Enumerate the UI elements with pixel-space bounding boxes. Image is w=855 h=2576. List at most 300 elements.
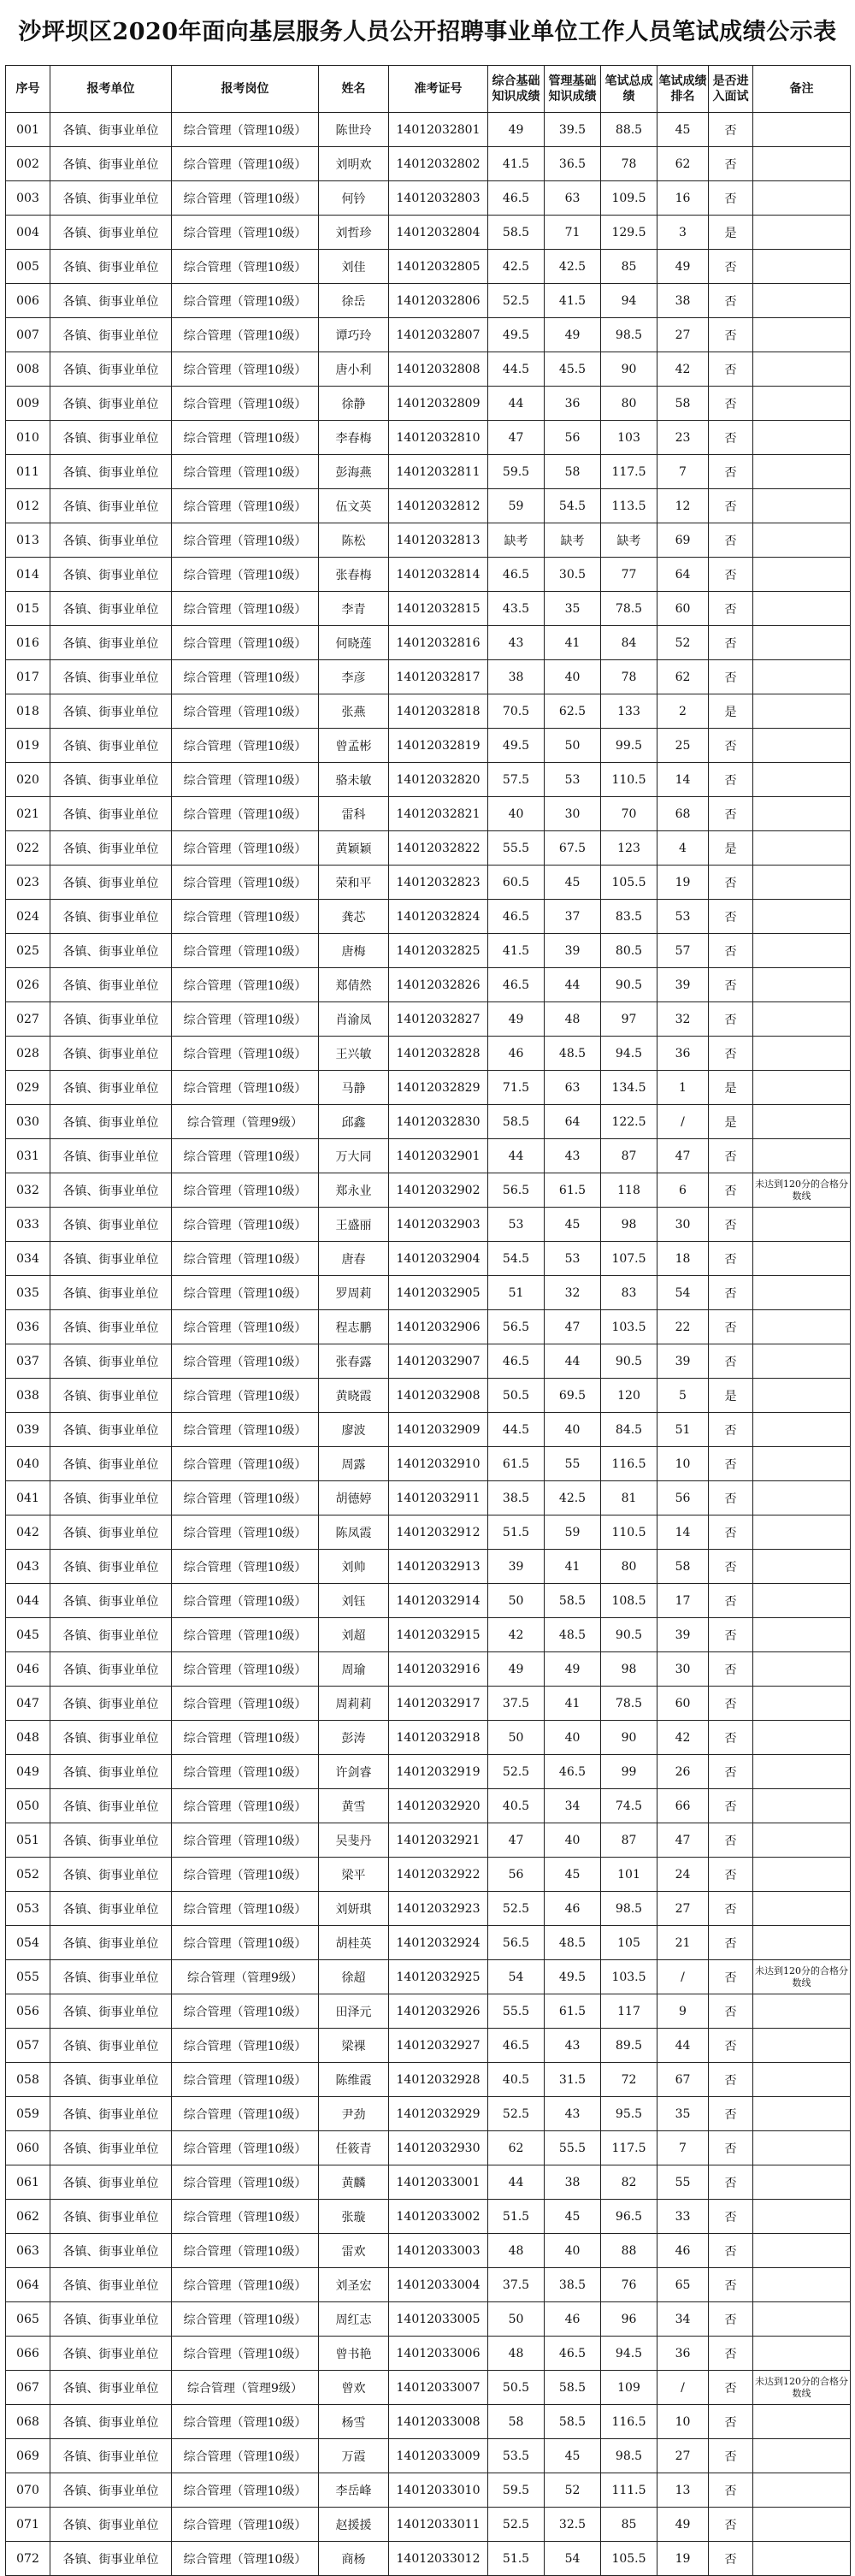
cell-interview: 否 xyxy=(709,1960,753,1994)
cell-position: 综合管理（管理10级） xyxy=(172,1002,319,1037)
cell-general-score: 50 xyxy=(488,1721,545,1755)
cell-rank: 57 xyxy=(657,934,709,968)
cell-ticket-number: 14012032804 xyxy=(389,216,488,250)
cell-total-score: 95.5 xyxy=(601,2097,657,2131)
cell-ticket-number: 14012032903 xyxy=(389,1208,488,1242)
table-body xyxy=(6,113,851,2576)
cell-ticket-number: 14012032909 xyxy=(389,1413,488,1447)
cell-rank: 42 xyxy=(657,352,709,387)
cell-unit: 各镇、街事业单位 xyxy=(50,2542,172,2576)
cell-interview: 否 xyxy=(709,1481,753,1515)
cell-ticket-number: 14012032918 xyxy=(389,1721,488,1755)
cell-ticket-number: 14012032917 xyxy=(389,1687,488,1721)
table-row xyxy=(6,1515,851,1550)
cell-interview: 否 xyxy=(709,387,753,421)
cell-management-score: 34 xyxy=(545,1789,601,1823)
cell-total-score: 74.5 xyxy=(601,1789,657,1823)
cell-ticket-number: 14012032829 xyxy=(389,1071,488,1105)
cell-rank: 21 xyxy=(657,1926,709,1960)
cell-ticket-number: 14012032901 xyxy=(389,1139,488,1173)
cell-remark xyxy=(753,1550,851,1584)
cell-ticket-number: 14012032827 xyxy=(389,1002,488,1037)
cell-ticket-number: 14012032823 xyxy=(389,866,488,900)
cell-unit: 各镇、街事业单位 xyxy=(50,250,172,284)
cell-ticket-number: 14012032924 xyxy=(389,1926,488,1960)
cell-rank: 46 xyxy=(657,2234,709,2268)
cell-rank: 26 xyxy=(657,1755,709,1789)
cell-index: 066 xyxy=(6,2337,50,2371)
cell-total-score: 76 xyxy=(601,2268,657,2302)
cell-general-score: 58.5 xyxy=(488,216,545,250)
cell-position: 综合管理（管理10级） xyxy=(172,1071,319,1105)
table-row xyxy=(6,1823,851,1858)
cell-general-score: 47 xyxy=(488,1823,545,1858)
cell-rank: 38 xyxy=(657,284,709,318)
cell-management-score: 53 xyxy=(545,1242,601,1276)
cell-management-score: 40 xyxy=(545,660,601,694)
cell-position: 综合管理（管理10级） xyxy=(172,1037,319,1071)
cell-name: 黄晓霞 xyxy=(319,1379,389,1413)
cell-ticket-number: 14012032810 xyxy=(389,421,488,455)
cell-ticket-number: 14012033005 xyxy=(389,2302,488,2337)
cell-remark xyxy=(753,2542,851,2576)
cell-unit: 各镇、街事业单位 xyxy=(50,1481,172,1515)
cell-total-score: 122.5 xyxy=(601,1105,657,1139)
cell-management-score: 48.5 xyxy=(545,1926,601,1960)
table-row xyxy=(6,1755,851,1789)
table-row xyxy=(6,2165,851,2200)
cell-management-score: 58.5 xyxy=(545,2405,601,2439)
cell-index: 052 xyxy=(6,1858,50,1892)
cell-general-score: 38 xyxy=(488,660,545,694)
cell-general-score: 58.5 xyxy=(488,1105,545,1139)
cell-total-score: 116.5 xyxy=(601,2405,657,2439)
cell-rank: 19 xyxy=(657,866,709,900)
cell-name: 陈凤霞 xyxy=(319,1515,389,1550)
cell-unit: 各镇、街事业单位 xyxy=(50,1344,172,1379)
cell-interview: 否 xyxy=(709,1002,753,1037)
cell-index: 010 xyxy=(6,421,50,455)
cell-remark xyxy=(753,1413,851,1447)
cell-ticket-number: 14012033007 xyxy=(389,2371,488,2405)
cell-position: 综合管理（管理10级） xyxy=(172,1721,319,1755)
cell-interview: 否 xyxy=(709,2165,753,2200)
cell-ticket-number: 14012033012 xyxy=(389,2542,488,2576)
header-cell: 笔试总成绩 xyxy=(601,66,657,113)
cell-index: 026 xyxy=(6,968,50,1002)
cell-remark xyxy=(753,2029,851,2063)
cell-name: 刘妍琪 xyxy=(319,1892,389,1926)
cell-index: 070 xyxy=(6,2473,50,2508)
cell-unit: 各镇、街事业单位 xyxy=(50,866,172,900)
cell-management-score: 58 xyxy=(545,455,601,489)
cell-general-score: 44.5 xyxy=(488,352,545,387)
cell-management-score: 42.5 xyxy=(545,250,601,284)
cell-position: 综合管理（管理10级） xyxy=(172,318,319,352)
cell-total-score: 84 xyxy=(601,626,657,660)
cell-unit: 各镇、街事业单位 xyxy=(50,1687,172,1721)
cell-interview: 否 xyxy=(709,1721,753,1755)
table-row xyxy=(6,2405,851,2439)
cell-index: 020 xyxy=(6,763,50,797)
cell-total-score: 129.5 xyxy=(601,216,657,250)
cell-unit: 各镇、街事业单位 xyxy=(50,2268,172,2302)
cell-rank: 36 xyxy=(657,1037,709,1071)
cell-name: 刘钰 xyxy=(319,1584,389,1618)
cell-total-score: 98 xyxy=(601,1652,657,1687)
cell-index: 060 xyxy=(6,2131,50,2165)
cell-ticket-number: 14012032927 xyxy=(389,2029,488,2063)
table-row xyxy=(6,626,851,660)
cell-index: 046 xyxy=(6,1652,50,1687)
cell-rank: 60 xyxy=(657,1687,709,1721)
cell-name: 肖渝凤 xyxy=(319,1002,389,1037)
cell-remark xyxy=(753,1447,851,1481)
cell-remark xyxy=(753,421,851,455)
cell-general-score: 47 xyxy=(488,421,545,455)
cell-rank: 9 xyxy=(657,1994,709,2029)
cell-ticket-number: 14012032826 xyxy=(389,968,488,1002)
cell-rank: 39 xyxy=(657,1618,709,1652)
cell-management-score: 36 xyxy=(545,387,601,421)
cell-remark xyxy=(753,1139,851,1173)
cell-remark xyxy=(753,1379,851,1413)
cell-total-score: 70 xyxy=(601,797,657,831)
cell-interview: 否 xyxy=(709,2200,753,2234)
cell-ticket-number: 14012032904 xyxy=(389,1242,488,1276)
cell-ticket-number: 14012032923 xyxy=(389,1892,488,1926)
cell-index: 054 xyxy=(6,1926,50,1960)
cell-total-score: 105 xyxy=(601,1926,657,1960)
cell-position: 综合管理（管理10级） xyxy=(172,1618,319,1652)
cell-position: 综合管理（管理10级） xyxy=(172,1310,319,1344)
cell-remark xyxy=(753,729,851,763)
cell-total-score: 98 xyxy=(601,1208,657,1242)
cell-unit: 各镇、街事业单位 xyxy=(50,455,172,489)
cell-rank: 13 xyxy=(657,2473,709,2508)
cell-interview: 否 xyxy=(709,1892,753,1926)
cell-management-score: 43 xyxy=(545,1139,601,1173)
cell-management-score: 55.5 xyxy=(545,2131,601,2165)
cell-position: 综合管理（管理10级） xyxy=(172,729,319,763)
cell-unit: 各镇、街事业单位 xyxy=(50,1139,172,1173)
cell-name: 周露 xyxy=(319,1447,389,1481)
cell-interview: 否 xyxy=(709,2234,753,2268)
cell-unit: 各镇、街事业单位 xyxy=(50,318,172,352)
cell-management-score: 45.5 xyxy=(545,352,601,387)
cell-name: 刘佳 xyxy=(319,250,389,284)
cell-interview: 否 xyxy=(709,729,753,763)
table-row xyxy=(6,558,851,592)
cell-interview: 否 xyxy=(709,2542,753,2576)
cell-management-score: 36.5 xyxy=(545,147,601,181)
table-row xyxy=(6,1960,851,1994)
cell-interview: 否 xyxy=(709,797,753,831)
cell-name: 张春梅 xyxy=(319,558,389,592)
cell-remark xyxy=(753,1481,851,1515)
cell-unit: 各镇、街事业单位 xyxy=(50,1515,172,1550)
cell-ticket-number: 14012032821 xyxy=(389,797,488,831)
cell-rank: 44 xyxy=(657,2029,709,2063)
table-row xyxy=(6,1344,851,1379)
cell-interview: 否 xyxy=(709,968,753,1002)
cell-interview: 否 xyxy=(709,318,753,352)
cell-general-score: 40 xyxy=(488,797,545,831)
cell-general-score: 49 xyxy=(488,1652,545,1687)
cell-name: 陈松 xyxy=(319,523,389,558)
cell-rank: 54 xyxy=(657,1276,709,1310)
cell-general-score: 51.5 xyxy=(488,2542,545,2576)
cell-general-score: 51.5 xyxy=(488,2200,545,2234)
cell-management-score: 71 xyxy=(545,216,601,250)
cell-remark xyxy=(753,592,851,626)
cell-position: 综合管理（管理10级） xyxy=(172,250,319,284)
cell-rank: 10 xyxy=(657,2405,709,2439)
cell-management-score: 47 xyxy=(545,1310,601,1344)
cell-interview: 否 xyxy=(709,1242,753,1276)
cell-interview: 否 xyxy=(709,1789,753,1823)
cell-general-score: 48 xyxy=(488,2337,545,2371)
cell-remark xyxy=(753,352,851,387)
cell-rank: 30 xyxy=(657,1208,709,1242)
cell-position: 综合管理（管理9级） xyxy=(172,2371,319,2405)
table-row xyxy=(6,2337,851,2371)
table-row xyxy=(6,1071,851,1105)
cell-ticket-number: 14012032930 xyxy=(389,2131,488,2165)
cell-position: 综合管理（管理10级） xyxy=(172,1379,319,1413)
cell-interview: 是 xyxy=(709,1379,753,1413)
cell-total-score: 113.5 xyxy=(601,489,657,523)
cell-management-score: 50 xyxy=(545,729,601,763)
cell-index: 021 xyxy=(6,797,50,831)
cell-remark xyxy=(753,1208,851,1242)
cell-index: 035 xyxy=(6,1276,50,1310)
cell-unit: 各镇、街事业单位 xyxy=(50,797,172,831)
cell-ticket-number: 14012033002 xyxy=(389,2200,488,2234)
cell-total-score: 110.5 xyxy=(601,1515,657,1550)
cell-name: 唐梅 xyxy=(319,934,389,968)
cell-remark xyxy=(753,2131,851,2165)
cell-management-score: 55 xyxy=(545,1447,601,1481)
cell-index: 016 xyxy=(6,626,50,660)
cell-interview: 否 xyxy=(709,1344,753,1379)
cell-remark xyxy=(753,694,851,729)
cell-ticket-number: 14012032902 xyxy=(389,1173,488,1208)
cell-name: 曾孟彬 xyxy=(319,729,389,763)
cell-index: 032 xyxy=(6,1173,50,1208)
cell-unit: 各镇、街事业单位 xyxy=(50,1379,172,1413)
cell-rank: 36 xyxy=(657,2337,709,2371)
cell-total-score: 77 xyxy=(601,558,657,592)
table-row xyxy=(6,1310,851,1344)
cell-total-score: 101 xyxy=(601,1858,657,1892)
cell-interview: 否 xyxy=(709,2439,753,2473)
cell-index: 051 xyxy=(6,1823,50,1858)
cell-general-score: 54.5 xyxy=(488,1242,545,1276)
cell-general-score: 42.5 xyxy=(488,250,545,284)
cell-rank: 2 xyxy=(657,694,709,729)
cell-ticket-number: 14012033006 xyxy=(389,2337,488,2371)
cell-management-score: 59 xyxy=(545,1515,601,1550)
cell-name: 赵援援 xyxy=(319,2508,389,2542)
cell-total-score: 78 xyxy=(601,660,657,694)
cell-interview: 否 xyxy=(709,934,753,968)
cell-general-score: 50.5 xyxy=(488,2371,545,2405)
cell-unit: 各镇、街事业单位 xyxy=(50,1447,172,1481)
cell-name: 张春露 xyxy=(319,1344,389,1379)
cell-position: 综合管理（管理10级） xyxy=(172,797,319,831)
cell-total-score: 80 xyxy=(601,1550,657,1584)
cell-position: 综合管理（管理10级） xyxy=(172,1858,319,1892)
cell-index: 072 xyxy=(6,2542,50,2576)
cell-unit: 各镇、街事业单位 xyxy=(50,1071,172,1105)
cell-index: 067 xyxy=(6,2371,50,2405)
cell-rank: 32 xyxy=(657,1002,709,1037)
table-row xyxy=(6,1208,851,1242)
cell-position: 综合管理（管理10级） xyxy=(172,2063,319,2097)
cell-total-score: 83.5 xyxy=(601,900,657,934)
cell-rank: 42 xyxy=(657,1721,709,1755)
cell-index: 011 xyxy=(6,455,50,489)
cell-management-score: 32 xyxy=(545,1276,601,1310)
cell-management-score: 46.5 xyxy=(545,1755,601,1789)
cell-unit: 各镇、街事业单位 xyxy=(50,1208,172,1242)
cell-index: 042 xyxy=(6,1515,50,1550)
cell-general-score: 51 xyxy=(488,1276,545,1310)
cell-rank: 5 xyxy=(657,1379,709,1413)
header-cell: 笔试成绩排名 xyxy=(657,66,709,113)
cell-interview: 是 xyxy=(709,831,753,866)
cell-remark xyxy=(753,1652,851,1687)
cell-index: 050 xyxy=(6,1789,50,1823)
cell-general-score: 61.5 xyxy=(488,1447,545,1481)
cell-general-score: 59 xyxy=(488,489,545,523)
cell-ticket-number: 14012032828 xyxy=(389,1037,488,1071)
cell-management-score: 40 xyxy=(545,1721,601,1755)
cell-name: 唐春 xyxy=(319,1242,389,1276)
cell-position: 综合管理（管理10级） xyxy=(172,2131,319,2165)
cell-index: 003 xyxy=(6,181,50,216)
cell-name: 任筱青 xyxy=(319,2131,389,2165)
cell-ticket-number: 14012033004 xyxy=(389,2268,488,2302)
cell-interview: 否 xyxy=(709,352,753,387)
header-cell: 姓名 xyxy=(319,66,389,113)
cell-general-score: 49 xyxy=(488,1002,545,1037)
cell-ticket-number: 14012032928 xyxy=(389,2063,488,2097)
cell-rank: 45 xyxy=(657,113,709,147)
cell-unit: 各镇、街事业单位 xyxy=(50,2097,172,2131)
cell-rank: 65 xyxy=(657,2268,709,2302)
cell-position: 综合管理（管理10级） xyxy=(172,387,319,421)
cell-position: 综合管理（管理10级） xyxy=(172,1652,319,1687)
cell-management-score: 37 xyxy=(545,900,601,934)
cell-rank: 34 xyxy=(657,2302,709,2337)
cell-remark: 未达到120分的合格分数线 xyxy=(753,1173,851,1208)
cell-ticket-number: 14012033010 xyxy=(389,2473,488,2508)
cell-name: 吴斐丹 xyxy=(319,1823,389,1858)
cell-unit: 各镇、街事业单位 xyxy=(50,1105,172,1139)
cell-ticket-number: 14012032906 xyxy=(389,1310,488,1344)
cell-general-score: 48 xyxy=(488,2234,545,2268)
cell-unit: 各镇、街事业单位 xyxy=(50,523,172,558)
table-row xyxy=(6,797,851,831)
cell-remark xyxy=(753,1755,851,1789)
table-row xyxy=(6,2473,851,2508)
table-row xyxy=(6,2200,851,2234)
cell-general-score: 55.5 xyxy=(488,831,545,866)
cell-total-score: 84.5 xyxy=(601,1413,657,1447)
cell-position: 综合管理（管理10级） xyxy=(172,1139,319,1173)
cell-total-score: 缺考 xyxy=(601,523,657,558)
cell-management-score: 56 xyxy=(545,421,601,455)
cell-general-score: 44 xyxy=(488,2165,545,2200)
cell-total-score: 96 xyxy=(601,2302,657,2337)
cell-management-score: 48.5 xyxy=(545,1037,601,1071)
cell-index: 031 xyxy=(6,1139,50,1173)
cell-unit: 各镇、街事业单位 xyxy=(50,660,172,694)
cell-position: 综合管理（管理10级） xyxy=(172,284,319,318)
cell-interview: 否 xyxy=(709,2131,753,2165)
page-title: 沙坪坝区2020年面向基层服务人员公开招聘事业单位工作人员笔试成绩公示表 xyxy=(18,19,837,45)
cell-index: 059 xyxy=(6,2097,50,2131)
cell-name: 何钤 xyxy=(319,181,389,216)
cell-total-score: 123 xyxy=(601,831,657,866)
cell-interview: 否 xyxy=(709,1515,753,1550)
cell-unit: 各镇、街事业单位 xyxy=(50,1584,172,1618)
cell-position: 综合管理（管理10级） xyxy=(172,592,319,626)
cell-index: 068 xyxy=(6,2405,50,2439)
table-row xyxy=(6,968,851,1002)
cell-interview: 否 xyxy=(709,1208,753,1242)
cell-remark xyxy=(753,763,851,797)
cell-total-score: 97 xyxy=(601,1002,657,1037)
cell-interview: 是 xyxy=(709,216,753,250)
cell-remark xyxy=(753,2165,851,2200)
table-row xyxy=(6,900,851,934)
cell-unit: 各镇、街事业单位 xyxy=(50,2405,172,2439)
table-row xyxy=(6,147,851,181)
table-row xyxy=(6,1687,851,1721)
cell-ticket-number: 14012032925 xyxy=(389,1960,488,1994)
cell-ticket-number: 14012032812 xyxy=(389,489,488,523)
cell-general-score: 57.5 xyxy=(488,763,545,797)
cell-remark xyxy=(753,1584,851,1618)
cell-remark xyxy=(753,1618,851,1652)
cell-rank: / xyxy=(657,1105,709,1139)
cell-interview: 否 xyxy=(709,1926,753,1960)
cell-index: 005 xyxy=(6,250,50,284)
cell-position: 综合管理（管理10级） xyxy=(172,2029,319,2063)
cell-index: 037 xyxy=(6,1344,50,1379)
cell-total-score: 105.5 xyxy=(601,2542,657,2576)
cell-name: 李青 xyxy=(319,592,389,626)
cell-ticket-number: 14012032819 xyxy=(389,729,488,763)
cell-unit: 各镇、街事业单位 xyxy=(50,968,172,1002)
cell-unit: 各镇、街事业单位 xyxy=(50,694,172,729)
cell-position: 综合管理（管理10级） xyxy=(172,866,319,900)
cell-index: 061 xyxy=(6,2165,50,2200)
cell-ticket-number: 14012032825 xyxy=(389,934,488,968)
cell-remark xyxy=(753,216,851,250)
cell-index: 040 xyxy=(6,1447,50,1481)
cell-remark: 未达到120分的合格分数线 xyxy=(753,1960,851,1994)
cell-rank: 30 xyxy=(657,1652,709,1687)
cell-remark xyxy=(753,626,851,660)
table-row xyxy=(6,1858,851,1892)
cell-position: 综合管理（管理10级） xyxy=(172,1823,319,1858)
cell-rank: 17 xyxy=(657,1584,709,1618)
cell-name: 陈世玲 xyxy=(319,113,389,147)
